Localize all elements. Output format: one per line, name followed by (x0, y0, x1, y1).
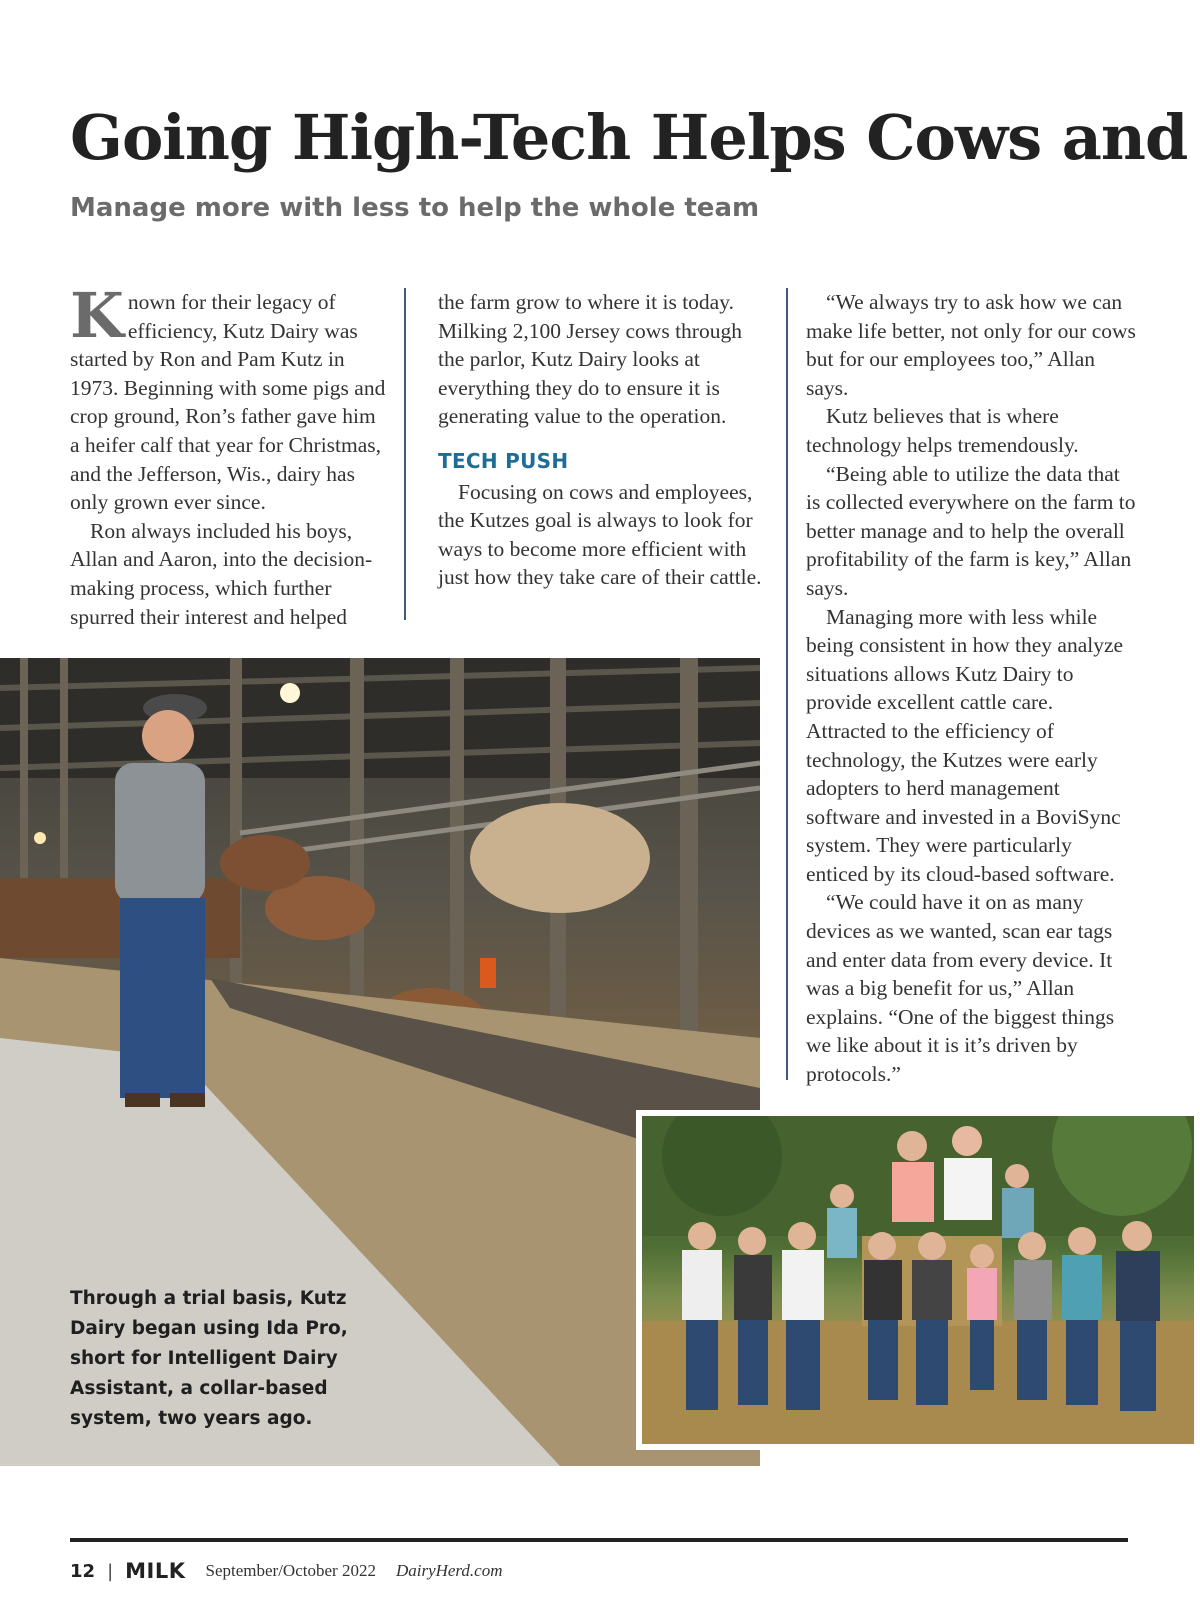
paragraph: Focusing on cows and employees, the Kutzes goal is always to look for ways to become more efficient with just how they take care of their cattle. (438, 479, 762, 590)
paragraph-text: nown for their legacy of efficiency, Kutz Dairy was started by Ron and Pam Kutz in 1973. Beginning with some pigs and crop ground, Ron’s father gave him a heifer calf that year for Christmas, and the Jefferson, Wis., dairy has only grown ever since. (70, 290, 386, 515)
paragraph: “Being able to utilize the data that is collected everywhere on the farm to better manage and to help the overall profitability of the farm is key,” Allan says. (806, 461, 1136, 600)
paragraph: Ron always included his boys, Allan and Aaron, into the decision-making process, which further spurred their interest and helped (70, 518, 373, 629)
headline: Going High-Tech Helps Cows and (70, 101, 1188, 174)
paragraph: the farm grow to where it is today. Milking 2,100 Jersey cows through the parlor, Kutz Dairy looks at everything they do to ensure it is generating value to the operation. (438, 290, 742, 429)
paragraph (70, 279, 390, 517)
paragraph: Managing more with less while being consistent in how they analyze situations allows Kutz Dairy to provide excellent cattle care. Attracted to the efficiency of technology, the Kutzes were early adopters to herd management software and invested in a BoviSync system. They were particularly enticed by its cloud-based software. (806, 604, 1124, 886)
issue-date: September/October 2022 (205, 1561, 376, 1580)
article-column-2 (438, 288, 768, 592)
page-number: 12 (70, 1560, 96, 1582)
family-photo (636, 1110, 1200, 1450)
drop-cap: K (70, 279, 124, 352)
photo-caption: Through a trial basis, Kutz Dairy began using Ida Pro, short for Intelligent Dairy Assistant, a collar-based system, two years ago. (70, 1288, 348, 1429)
paragraph: Kutz believes that is where technology helps tremendously. (806, 404, 1079, 457)
section-heading: TECH PUSH (438, 448, 569, 473)
column-divider (786, 288, 788, 1080)
website-url: DairyHerd.com (395, 1561, 503, 1580)
magazine-logo: MILK (125, 1559, 186, 1583)
article-column-3 (806, 288, 1136, 1089)
column-divider (404, 288, 406, 620)
family-scene-illustration (642, 1116, 1194, 1444)
paragraph: “We always try to ask how we can make life better, not only for our cows but for our employees too,” Allan says. (806, 290, 1136, 400)
footer-rule (70, 1538, 1128, 1542)
paragraph: “We could have it on as many devices as we wanted, scan ear tags and enter data from every device. It was a big benefit for us,” Allan explains. “One of the biggest things we like about it is it’s driven by protocols.” (806, 890, 1115, 1087)
page-footer (70, 1556, 503, 1586)
article-column-1 (70, 279, 390, 631)
footer-separator: | (107, 1560, 114, 1582)
subheadline: Manage more with less to help the whole team (70, 193, 760, 223)
